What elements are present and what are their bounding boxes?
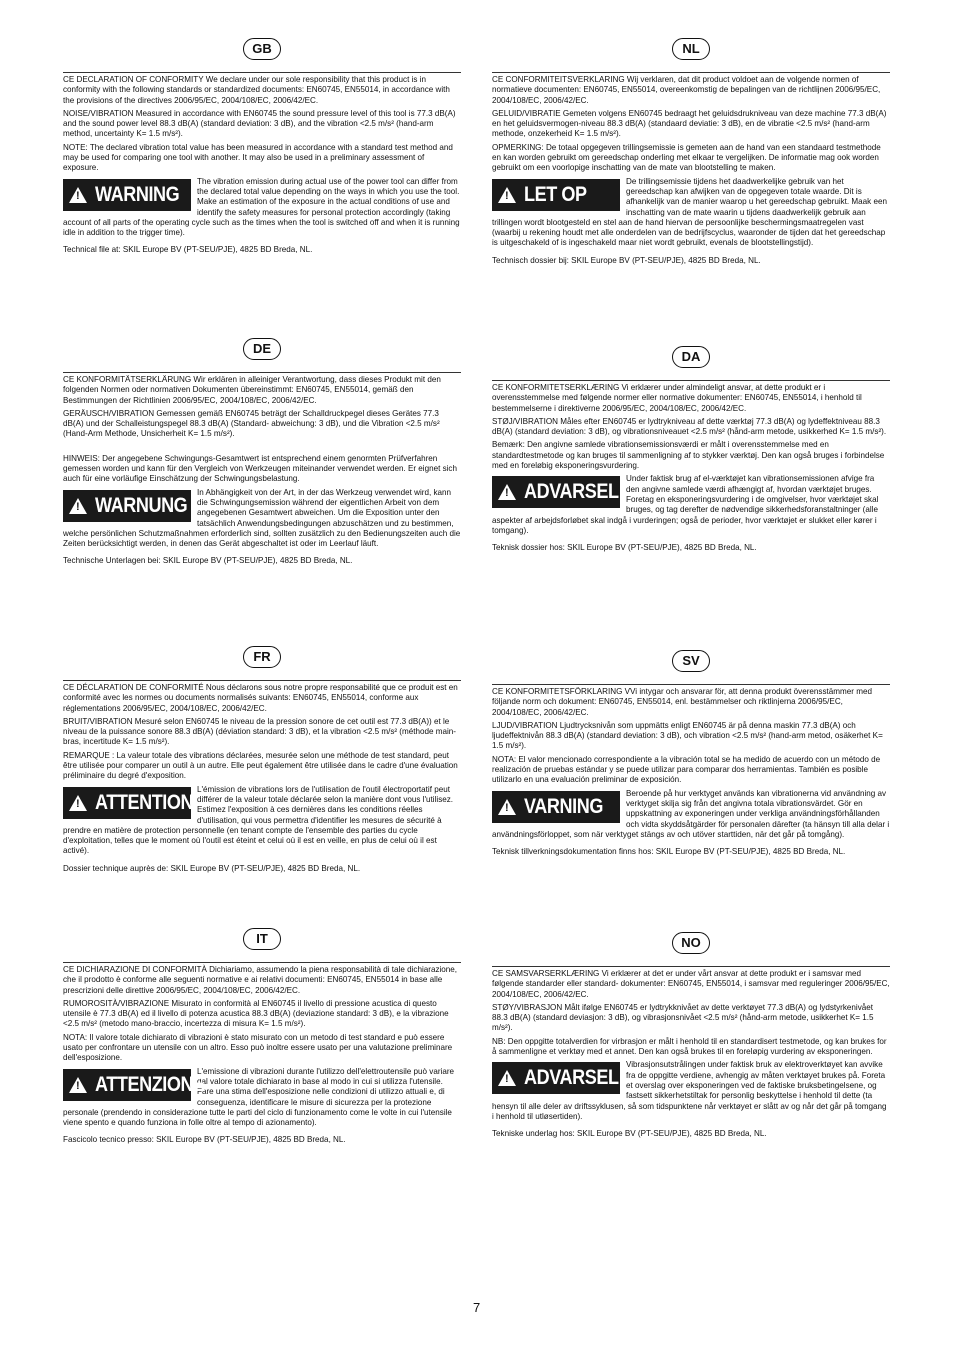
language-badge-de: DE	[243, 338, 281, 360]
warning-text: De trillingsemissie tijdens het daadwerkelijke gebruik van het gereedschap kan afwijken van de opgegeven totale waarde. Dit is afhankelijk van de manier waarop u het gereedschap gebruikt. Maak een inschatting van de mate waarin u tijdens daadwerkelijk gebruik aan trillingen wordt blootgesteld en stel aan de hand hiervan de persoonlijke beschermingsmaatregelen vast (waarbij u rekening houdt met alle onderdelen van de bedrijfscyclus, waaronder de tijden dat het gereedschap is uitgeschakeld of is ingeschakeld maar niet wordt gebruikt, evenals de blootstellingstijd).	[492, 176, 887, 248]
warning-text: The vibration emission during actual use of the power tool can differ from the declared total value depending on the ways in which you use the tool. Make an estimation of the exposure in the actual conditions of use and identify the safety measures for personal protection accordingly (taking account of all parts of the operating cycle such as the times when the tool is switched off and when it is running idle in addition to the trigger time).	[63, 176, 460, 238]
technical-file-text: Technisch dossier bij: SKIL Europe BV (PT-SEU/PJE), 4825 BD Breda, NL.	[492, 255, 761, 265]
technical-file-text: Teknisk dossier hos: SKIL Europe BV (PT-SEU/PJE), 4825 BD Breda, NL.	[492, 543, 757, 553]
section-rule	[492, 684, 890, 685]
warning-triangle-icon	[69, 498, 87, 514]
warning-label: WARNING	[95, 182, 180, 206]
technical-file-text: Teknisk tillverkningsdokumentation finns hos: SKIL Europe BV (PT-SEU/PJE), 4825 BD Breda, NL.	[492, 847, 846, 857]
noise-vibration-text: GERÄUSCH/VIBRATION Gemessen gemäß EN60745 beträgt der Schalldruckpegel dieses Gerätes 77.3 dB(A) und der Schalleistungspegel 88.3 dB(A) (Standard- abweichung: 3 dB), und die Vibration <2.5 m/s² (Hand-Arm Methode, Unsicherheit K= 1.5 m/s²).	[63, 408, 440, 439]
noise-vibration-text: GELUID/VIBRATIE Gemeten volgens EN60745 bedraagt het geluidsdrukniveau van deze machine 77.3 dB(A) en het geluidsvermogen-niveau 88.3 dB(A) (standaard deviatie: 3 dB), en de vibratie <2.5 m/s² (hand-arm methode, onzekerheid K= 1.5 m/s²).	[492, 108, 887, 139]
right-column	[492, 38, 890, 1142]
section-it	[63, 928, 461, 1146]
note-text: NOTA: El valor mencionado correspondiente a la vibración total se ha medido de acuerdo con un método de realización de pruebas estándar y se puede utilizar para comparar dos herramientas. También es posible utilizarlo en una evaluación preliminar de exposición.	[492, 754, 881, 785]
technical-file-text: Fascicolo tecnico presso: SKIL Europe BV (PT-SEU/PJE), 4825 BD Breda, NL.	[63, 1135, 346, 1145]
section-rule	[492, 966, 890, 967]
noise-vibration-text: NOISE/VIBRATION Measured in accordance with EN60745 the sound pressure level of this tool is 77.3 dB(A) and the sound power level 88.3 dB(A) (standard deviation: 3 dB), and the vibration <2.5 m/s² (hand-arm method, uncertainty K= 1.5 m/s²).	[63, 108, 456, 139]
warning-label: LET OP	[524, 182, 587, 206]
note-text: NB: Den oppgitte totalverdien for virbrasjon er målt i henhold til en standardisert testmetode, og kan brukes for å sammenligne et verktøy med et annet. Den kan også brukes til en foreløpig vurdering av eksponeringen.	[492, 1036, 887, 1057]
warning-text: Vibrasjonsutstrålingen under faktisk bruk av elektroverktøyet kan avvike fra de oppgitte verdiene, avhengig av måten verktøyet brukes på. Foreta et overslag over eksponeringen ved de faktiske bruksbetingelsene, og fastsett sikkerhetstiltak for personlig beskyttelse i henhold til dette (ta hensyn til alle deler av driftssyklusen, så som tidspunktene når verktøyet er slått av og når det går på tomgang i henhold til utløsertiden).	[492, 1060, 887, 1121]
warning-text: L'emissione di vibrazioni durante l'utilizzo dell'elettroutensile può variare dal valore totale dichiarato in base al modo in cui si utilizza l'utensile. Fare una stima dell'esposizione nelle condizioni di utilizzo attuali e, di conseguenza, identificare le misure di sicurezza per la protezione personale (prendendo in considerazione tutte le parti del ciclo di funzionamento come le volte in cui l'utensile viene spento e quando funziona in folle oltre al tempo di azionamento).	[63, 1066, 455, 1128]
warning-triangle-icon	[498, 484, 516, 500]
warning-label: ATTENZIONE	[95, 1072, 205, 1096]
declaration-text: CE KONFORMITETSFÖRKLARING VVi intygar och ansvarar för, att denna produkt överensstämmer med följande norm och dokument: EN60745, EN55014, enl. bestämmelser och riktlinjerna 2006/95/EC, 2004/108/EC, 2006/42/EC.	[492, 687, 872, 717]
section-de	[63, 338, 461, 646]
language-badge-it: IT	[243, 928, 281, 950]
warning-box	[63, 490, 191, 522]
warning-text: In Abhängigkeit von der Art, in der das Werkzeug verwendet wird, kann die Schwingungsemission während der eigentlichen Arbeit von dem angegebenen Gesamtwert abweichen. Um die Exposition unter den tatsächlich Anwendungsbedingungen abzuschätzen und zu bestimmen, welche persönlichen Schutzmaßnahmen erforderlich sind, sollten zusätzlich zu den Bedienungszeiten auch die Zeiten berücksichtigt werden, in denen das Gerät abgeschaltet ist oder im Leerlauf läuft.	[63, 487, 461, 549]
note-text: NOTA: Il valore totale dichiarato di vibrazioni è stato misurato con un metodo di test standard e può essere usato per confrontare un utensile con un altro. Esso può inoltre essere usato per una valutazione preliminare dell'esposizione.	[63, 1032, 453, 1063]
warning-triangle-icon	[69, 187, 87, 203]
section-rule	[63, 72, 461, 73]
section-fr	[63, 646, 461, 928]
warning-label: ADVARSEL	[524, 1066, 619, 1090]
warning-triangle-icon	[69, 1077, 87, 1093]
noise-vibration-text: LJUD/VIBRATION Ljudtrycksnivån som uppmätts enligt EN60745 är på denna maskin 77.3 dB(A) och ljudeffektnivån 88.3 dB(A) (standard deviation: 3 dB), och vibration <2.5 m/s² (hand-arm metod, osäkerhet K= 1.5 m/s²).	[492, 720, 883, 751]
language-badge-nl: NL	[672, 38, 710, 60]
section-rule	[492, 72, 890, 73]
noise-vibration-text: RUMOROSITÀ/VIBRAZIONE Misurato in conformità al EN60745 il livello di pressione acustica di questo utensile è 77.3 dB(A) ed il livello di potenza acustica 88.3 dB(A) (deviazione standard: 3 dB), e la vibrazione <2.5 m/s² (metodo mano-braccio, incertezza di misura K= 1.5 m/s²).	[63, 998, 449, 1029]
warning-triangle-icon	[498, 187, 516, 203]
warning-text: Beroende på hur verktyget används kan vibrationerna vid användning av verktyget skilja sig från det angivna totala vibrationsvärdet. Gör en uppskattning av exponeringen under verkliga användningsförhållanden och vidta skyddsåtgärder för personalen därefter (ta hänsyn till alla delar i användningsförloppet, som när verktyget stängs av och utöver starttiden, när det går på tomgång).	[492, 788, 890, 839]
language-badge-no: NO	[672, 932, 710, 954]
warning-box	[492, 791, 620, 823]
page-number: 7	[473, 1300, 481, 1315]
language-badge-gb: GB	[243, 38, 281, 60]
language-badge-fr: FR	[243, 646, 281, 668]
technical-file-text: Dossier technique auprès de: SKIL Europe BV (PT-SEU/PJE), 4825 BD Breda, NL.	[63, 863, 361, 873]
declaration-text: CE DICHIARAZIONE DI CONFORMITÀ Dichiariamo, assumendo la piena responsabilità di tale dichiarazione, che il prodotto è conforme alle seguenti normative e ai relativi documenti: EN60745, EN55014 in base alle prescrizioni delle direttive 2006/95/EC, 2004/108/EC, 2006/42/EC.	[63, 965, 458, 995]
warning-text: L'émission de vibrations lors de l'utilisation de l'outil électroportatif peut différer de la valeur totale déclarée selon la manière dont vous l'utilisez. Estimez l'exposition à ces dernières dans les conditions réelles d'utilisation, qui vous permettra d'identifier les mesures de sécurité à prendre en matière de protection personnelle (en tenant compte de l'ensemble des parties du cycle d'exploitation, telles que le moment où l'outil est éteint et celui où il est en veille, en plus de celui où il est activé).	[63, 784, 454, 856]
note-text: REMARQUE : La valeur totale des vibrations déclarées, mesurée selon une méthode de test standard, peut être utilisée pour comparer un outil à un autre. Elle peut également être utilisée dans le cadre d'une évaluation préliminaire du degré d'exposition.	[63, 750, 458, 781]
warning-box	[492, 476, 620, 508]
declaration-text: CE CONFORMITEITSVERKLARING Wij verklaren, dat dit product voldoet aan de volgende normen of normatieve documenten: EN60745, EN55014, overeenkomstig de bepalingen van de richtlijnen 2006/95/EC, 2004/108/EC, 2006/42/EC.	[492, 75, 881, 105]
section-gb	[63, 38, 461, 338]
warning-box	[492, 179, 620, 211]
technical-file-text: Technische Unterlagen bei: SKIL Europe BV (PT-SEU/PJE), 4825 BD Breda, NL.	[63, 556, 353, 566]
note-text: OPMERKING: De totaal opgegeven trillingsemissie is gemeten aan de hand van een standaard testmethode en kan worden gebruikt om gereedschap onderling met elkaar te vergelijken. De informatie mag ook worden gebruikt om een voorlopige inschatting van de mate van blootstelling te maken.	[492, 142, 881, 173]
note-text: HINWEIS: Der angegebene Schwingungs-Gesamtwert ist entsprechend einem genormten Prüfverfahren gemessen worden und kann für den Vergleich von Werkzeugen miteinander verwendet werden. Er eignet sich auch für eine vorläufige Einschätzung der Schwingungsbelastung.	[63, 453, 457, 484]
note-text: Bemærk: Den angivne samlede vibrationsemissionsværdi er målt i overensstemmelse med en standardtestmetode og kan bruges til sammenligning af to stykker værktøj. Den kan også bruges i forbindelse med en foreløbig eksponeringsvurdering.	[492, 440, 885, 471]
warning-triangle-icon	[498, 1070, 516, 1086]
section-da	[492, 346, 890, 650]
noise-vibration-text: STØJ/VIBRATION Måles efter EN60745 er lydtrykniveau af dette værktøj 77.3 dB(A) og lydeffektniveau 88.3 dB(A) (standard deviation: 3 dB), og vibrationsniveauet <2.5 m/s² (hånd-arm metode, usikkerhed K= 1.5 m/s²).	[492, 416, 887, 437]
warning-label: ADVARSEL	[524, 480, 619, 504]
section-no	[492, 932, 890, 1139]
warning-box	[63, 179, 191, 211]
warning-label: ATTENTION	[95, 790, 194, 814]
section-sv	[492, 650, 890, 932]
warning-box	[63, 787, 194, 819]
section-rule	[492, 380, 890, 381]
technical-file-text: Tekniske underlag hos: SKIL Europe BV (PT-SEU/PJE), 4825 BD Breda, NL.	[492, 1129, 767, 1139]
technical-file-text: Technical file at: SKIL Europe BV (PT-SEU/PJE), 4825 BD Breda, NL.	[63, 245, 313, 255]
declaration-text: CE DECLARATION OF CONFORMITY We declare under our sole responsibility that this product is in conformity with the following standards or standardized documents: EN60745, EN55014, in accordance with the provisions of the directives 2006/95/EC, 2004/108/EC, 2006/42/EC.	[63, 75, 450, 105]
section-nl	[492, 38, 890, 346]
section-rule	[63, 962, 461, 963]
declaration-text: CE DÉCLARATION DE CONFORMITÉ Nous déclarons sous notre propre responsabilité que ce produit est en conformité avec les normes ou documents normalisés suivants: EN60745, EN55014, conforme aux réglementations 2006/95/EC, 2004/108/EC, 2006/42/EC.	[63, 683, 458, 713]
warning-box	[63, 1069, 205, 1101]
language-badge-sv: SV	[672, 650, 710, 672]
declaration-text: CE KONFORMITÄTSERKLÄRUNG Wir erklären in alleiniger Verantwortung, dass dieses Produkt mit den folgenden Normen oder normativen Dokumenten übereinstimmt: EN60745, EN55014, gemäß den Bestimmungen der Richtlinien 2006/95/EC, 2004/108/EC, 2006/42/EC.	[63, 375, 441, 405]
section-rule	[63, 680, 461, 681]
warning-triangle-icon	[69, 795, 87, 811]
warning-label: WARNUNG	[95, 493, 188, 517]
left-column	[63, 38, 461, 1149]
warning-triangle-icon	[498, 799, 516, 815]
warning-box	[492, 1062, 620, 1094]
note-text: NOTE: The declared vibration total value has been measured in accordance with a standard test method and may be used for comparing one tool with another. It may also be used in a preliminary assessment of exposure.	[63, 142, 453, 173]
warning-label: VARNING	[524, 794, 603, 818]
noise-vibration-text: STØY/VIBRASJON Målt ifølge EN60745 er lydtrykknivået av dette verktøyet 77.3 dB(A) og lydstyrkenivået 88.3 dB(A) (standard deviasjon: 3 dB), og vibrasjonsnivået <2.5 m/s² (hånd-arm metode, usikkerhet K= 1.5 m/s²).	[492, 1002, 874, 1033]
noise-vibration-text: BRUIT/VIBRATION Mesuré selon EN60745 le niveau de la pression sonore de cet outil est 77.3 dB(A)) et le niveau de la puissance sonore 88.3 dB(A) (déviation standard: 3 dB), et la vibration <2.5 m/s² (méthode main-bras, incertitude K= 1.5 m/s²).	[63, 716, 456, 747]
language-badge-da: DA	[672, 346, 710, 368]
declaration-text: CE SAMSVARSERKLÆRING Vi erklærer at det er under vårt ansvar at dette produkt er i samsvar med følgende standarder eller standard- dokumenter: EN60745, EN55014, i samsvar med reguleringer 2006/95/EC, 2004/108/EC, 2006/42/EC.	[492, 969, 890, 999]
declaration-text: CE KONFORMITETSERKLÆRING Vi erklærer under almindeligt ansvar, at dette produkt er i overensstemmelse med følgende normer eller normative dokumenter: EN60745, EN55014, i henhold til bestemmelserne i direktiverne 2006/95/EC, 2004/108/EC, 2006/42/EC.	[492, 383, 862, 413]
warning-text: Under faktisk brug af el-værktøjet kan vibrationsemissionen afvige fra den angivne samlede værdi afhængigt af, hvordan værktøjet bruges. Foretag en eksponeringsvurdering i de omgivelser, hvor værktøjet skal bruges, og tag derefter de nødvendige sikkerhedsforanstaltninger (alle aspekter af arbejdsforløbet skal indgå i vurderingen; også de perioder, hvor værktøjet er slukket eller kører i tomgang).	[492, 474, 879, 535]
section-rule	[63, 372, 461, 373]
